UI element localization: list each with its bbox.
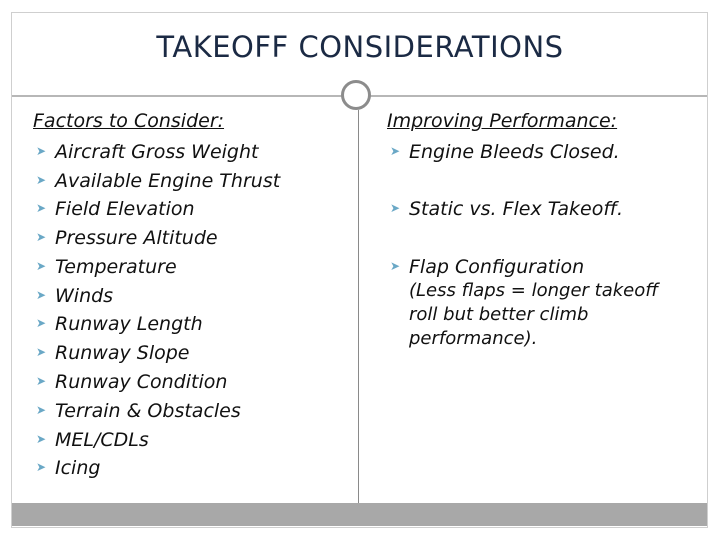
bullet-icon: ➤: [36, 374, 47, 388]
slide-title: TAKEOFF CONSIDERATIONS: [156, 30, 564, 64]
bullet-icon: ➤: [36, 345, 47, 359]
bullet-icon: ➤: [390, 259, 401, 273]
bullet-icon: ➤: [36, 144, 47, 158]
list-item: ➤ Runway Condition: [36, 371, 228, 393]
bullet-icon: ➤: [36, 288, 47, 302]
footer-bar: [12, 503, 707, 526]
column-divider: [358, 110, 359, 505]
list-item: ➤ Aircraft Gross Weight: [36, 141, 259, 163]
right-column-heading: Improving Performance:: [387, 110, 618, 132]
flap-note-line: roll but better climb: [409, 304, 589, 325]
list-item: ➤ Field Elevation: [36, 198, 195, 220]
bullet-icon: ➤: [36, 460, 47, 474]
list-item: ➤ Temperature: [36, 256, 177, 278]
list-item: ➤ MEL/CDLs: [36, 429, 149, 451]
bullet-icon: ➤: [36, 259, 47, 273]
bullet-icon: ➤: [36, 403, 47, 417]
list-item: ➤ Runway Slope: [36, 342, 190, 364]
list-item: ➤ Runway Length: [36, 313, 203, 335]
list-item: ➤ Terrain & Obstacles: [36, 400, 241, 422]
bullet-icon: ➤: [36, 316, 47, 330]
list-item: ➤ Flap Configuration: [390, 256, 585, 278]
divider-circle-ornament: [341, 80, 371, 110]
list-item: ➤ Engine Bleeds Closed.: [390, 141, 620, 163]
list-item: ➤ Pressure Altitude: [36, 227, 218, 249]
bullet-icon: ➤: [36, 201, 47, 215]
bullet-icon: ➤: [36, 230, 47, 244]
list-item: ➤ Winds: [36, 285, 114, 307]
bullet-icon: ➤: [36, 432, 47, 446]
flap-note-line: (Less flaps = longer takeoff: [409, 280, 659, 301]
bullet-icon: ➤: [390, 201, 401, 215]
bullet-icon: ➤: [36, 173, 47, 187]
list-item: ➤ Available Engine Thrust: [36, 170, 281, 192]
flap-note-line: performance).: [409, 328, 538, 349]
list-item: ➤ Icing: [36, 457, 101, 479]
left-column-heading: Factors to Consider:: [33, 110, 225, 132]
list-item: ➤ Static vs. Flex Takeoff.: [390, 198, 624, 220]
bullet-icon: ➤: [390, 144, 401, 158]
